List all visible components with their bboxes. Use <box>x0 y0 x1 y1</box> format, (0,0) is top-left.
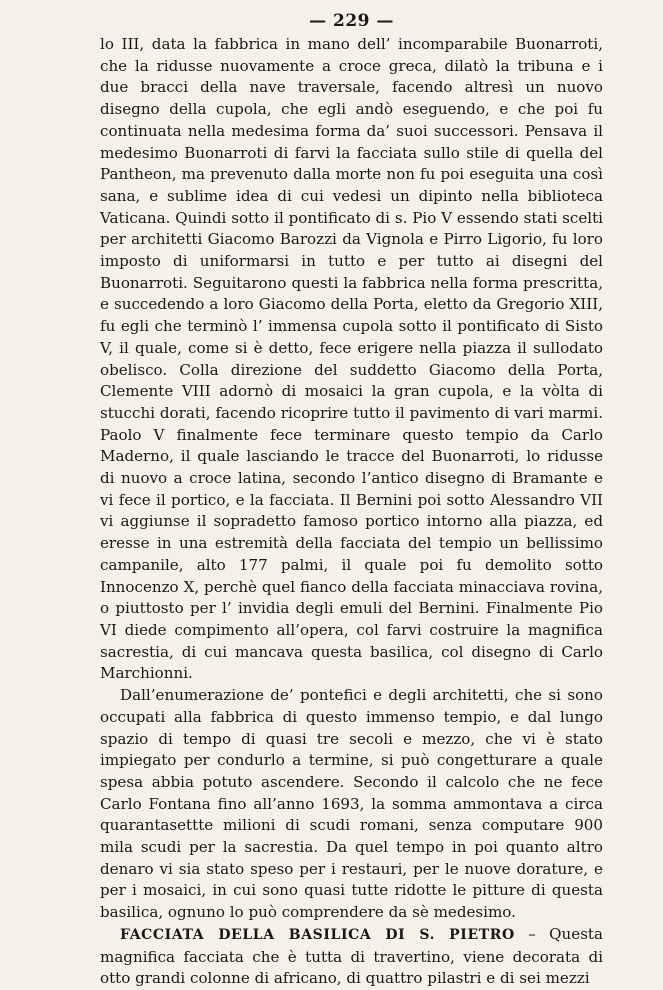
paragraph-1: lo III, data la fabbrica in mano dell’ incomparabile Buonarroti, che la ridusse nuovamente a croce greca, dilatò la tribuna e i due bracci della nave traversale, facendo altresì un nuovo disegno della cupola, che egli andò eseguendo, e che poi fu continuata nella medesima forma da’ suoi successori. Pensava il medesimo Buonarroti di farvi la facciata sullo stile di quella del Pantheon, ma prevenuto dalla morte non fu poi eseguita una così sana, e sublime idea di cui vedesi un dipinto nella biblioteca Vaticana. Quindi sotto il pontificato di s. Pio V essendo stati scelti per architetti Giacomo Barozzi da Vignola e Pirro Ligorio, fu loro imposto di uniformarsi in tutto e per tutto ai disegni del Buonarroti. Seguitarono questi la fabbrica nella forma prescritta, e succedendo a loro Giacomo della Porta, eletto da Gregorio XIII, fu egli che terminò l’ immensa cupola sotto il pontificato di Sisto V, il quale, come si è detto, fece erigere nella piazza il sullodato obelisco. Colla direzione del suddetto Giacomo della Porta, Clemente VIII adornò di mosaici la gran cupola, e la vòlta di stucchi dorati, facendo ricoprire tutto il pavimento di vari marmi. Paolo V finalmente fece terminare questo tempio da Carlo Maderno, il quale lasciando le tracce del Buonarroti, lo ridusse di nuovo a croce latina, secondo l’antico disegno di Bramante e vi fece il portico, e la facciata. Il Bernini poi sotto Alessandro VII vi aggiunse il sopradetto famoso portico intorno alla piazza, ed eresse in una estremità della facciata del tempio un bellissimo campanile, alto 177 palmi, il quale poi fu demolito sotto Innocenzo X, perchè quel fianco della facciata minacciava rovina, o piuttosto per l’ invidia degli emuli del Bernini. Finalmente Pio VI diede compimento all’opera, col farvi costruire la magnifica sacrestia, di cui mancava questa basilica, col disegno di Carlo Marchionni. <box>100 35 603 683</box>
paragraph-2: Dall’enumerazione de’ pontefici e degli architetti, che si sono occupati alla fabbrica di questo immenso tempio, e dal lungo spazio di tempo di quasi tre secoli e mezzo, che vi è stato impiegato per condurlo a termine, si può congetturare a quale spesa abbia potuto ascendere. Secondo il calcolo che ne fece Carlo Fontana fino all’anno 1693, la somma ammontava a circa quarantasettte milioni di scudi romani, senza computare 900 mila scudi per la sacrestia. Da quel tempo in poi quanto altro denaro vi sia stato speso per i restauri, per le nuove dorature, e per i mosaici, in cui sono quasi tutte ridotte le pitture di questa basilica, ognuno lo può comprendere da sè medesimo. <box>100 686 603 922</box>
section-heading: FACCIATA DELLA BASILICA DI S. PIETRO <box>120 926 515 943</box>
paragraph-3-text: – Questa magnifica facciata che è tutta di travertino, viene decorata di otto grandi colonne di africano, di quattro pilastri e di sei mezzi <box>100 924 603 988</box>
paragraph-3 <box>100 924 603 990</box>
page-number: — 229 — <box>309 11 394 31</box>
body-text <box>100 34 603 990</box>
